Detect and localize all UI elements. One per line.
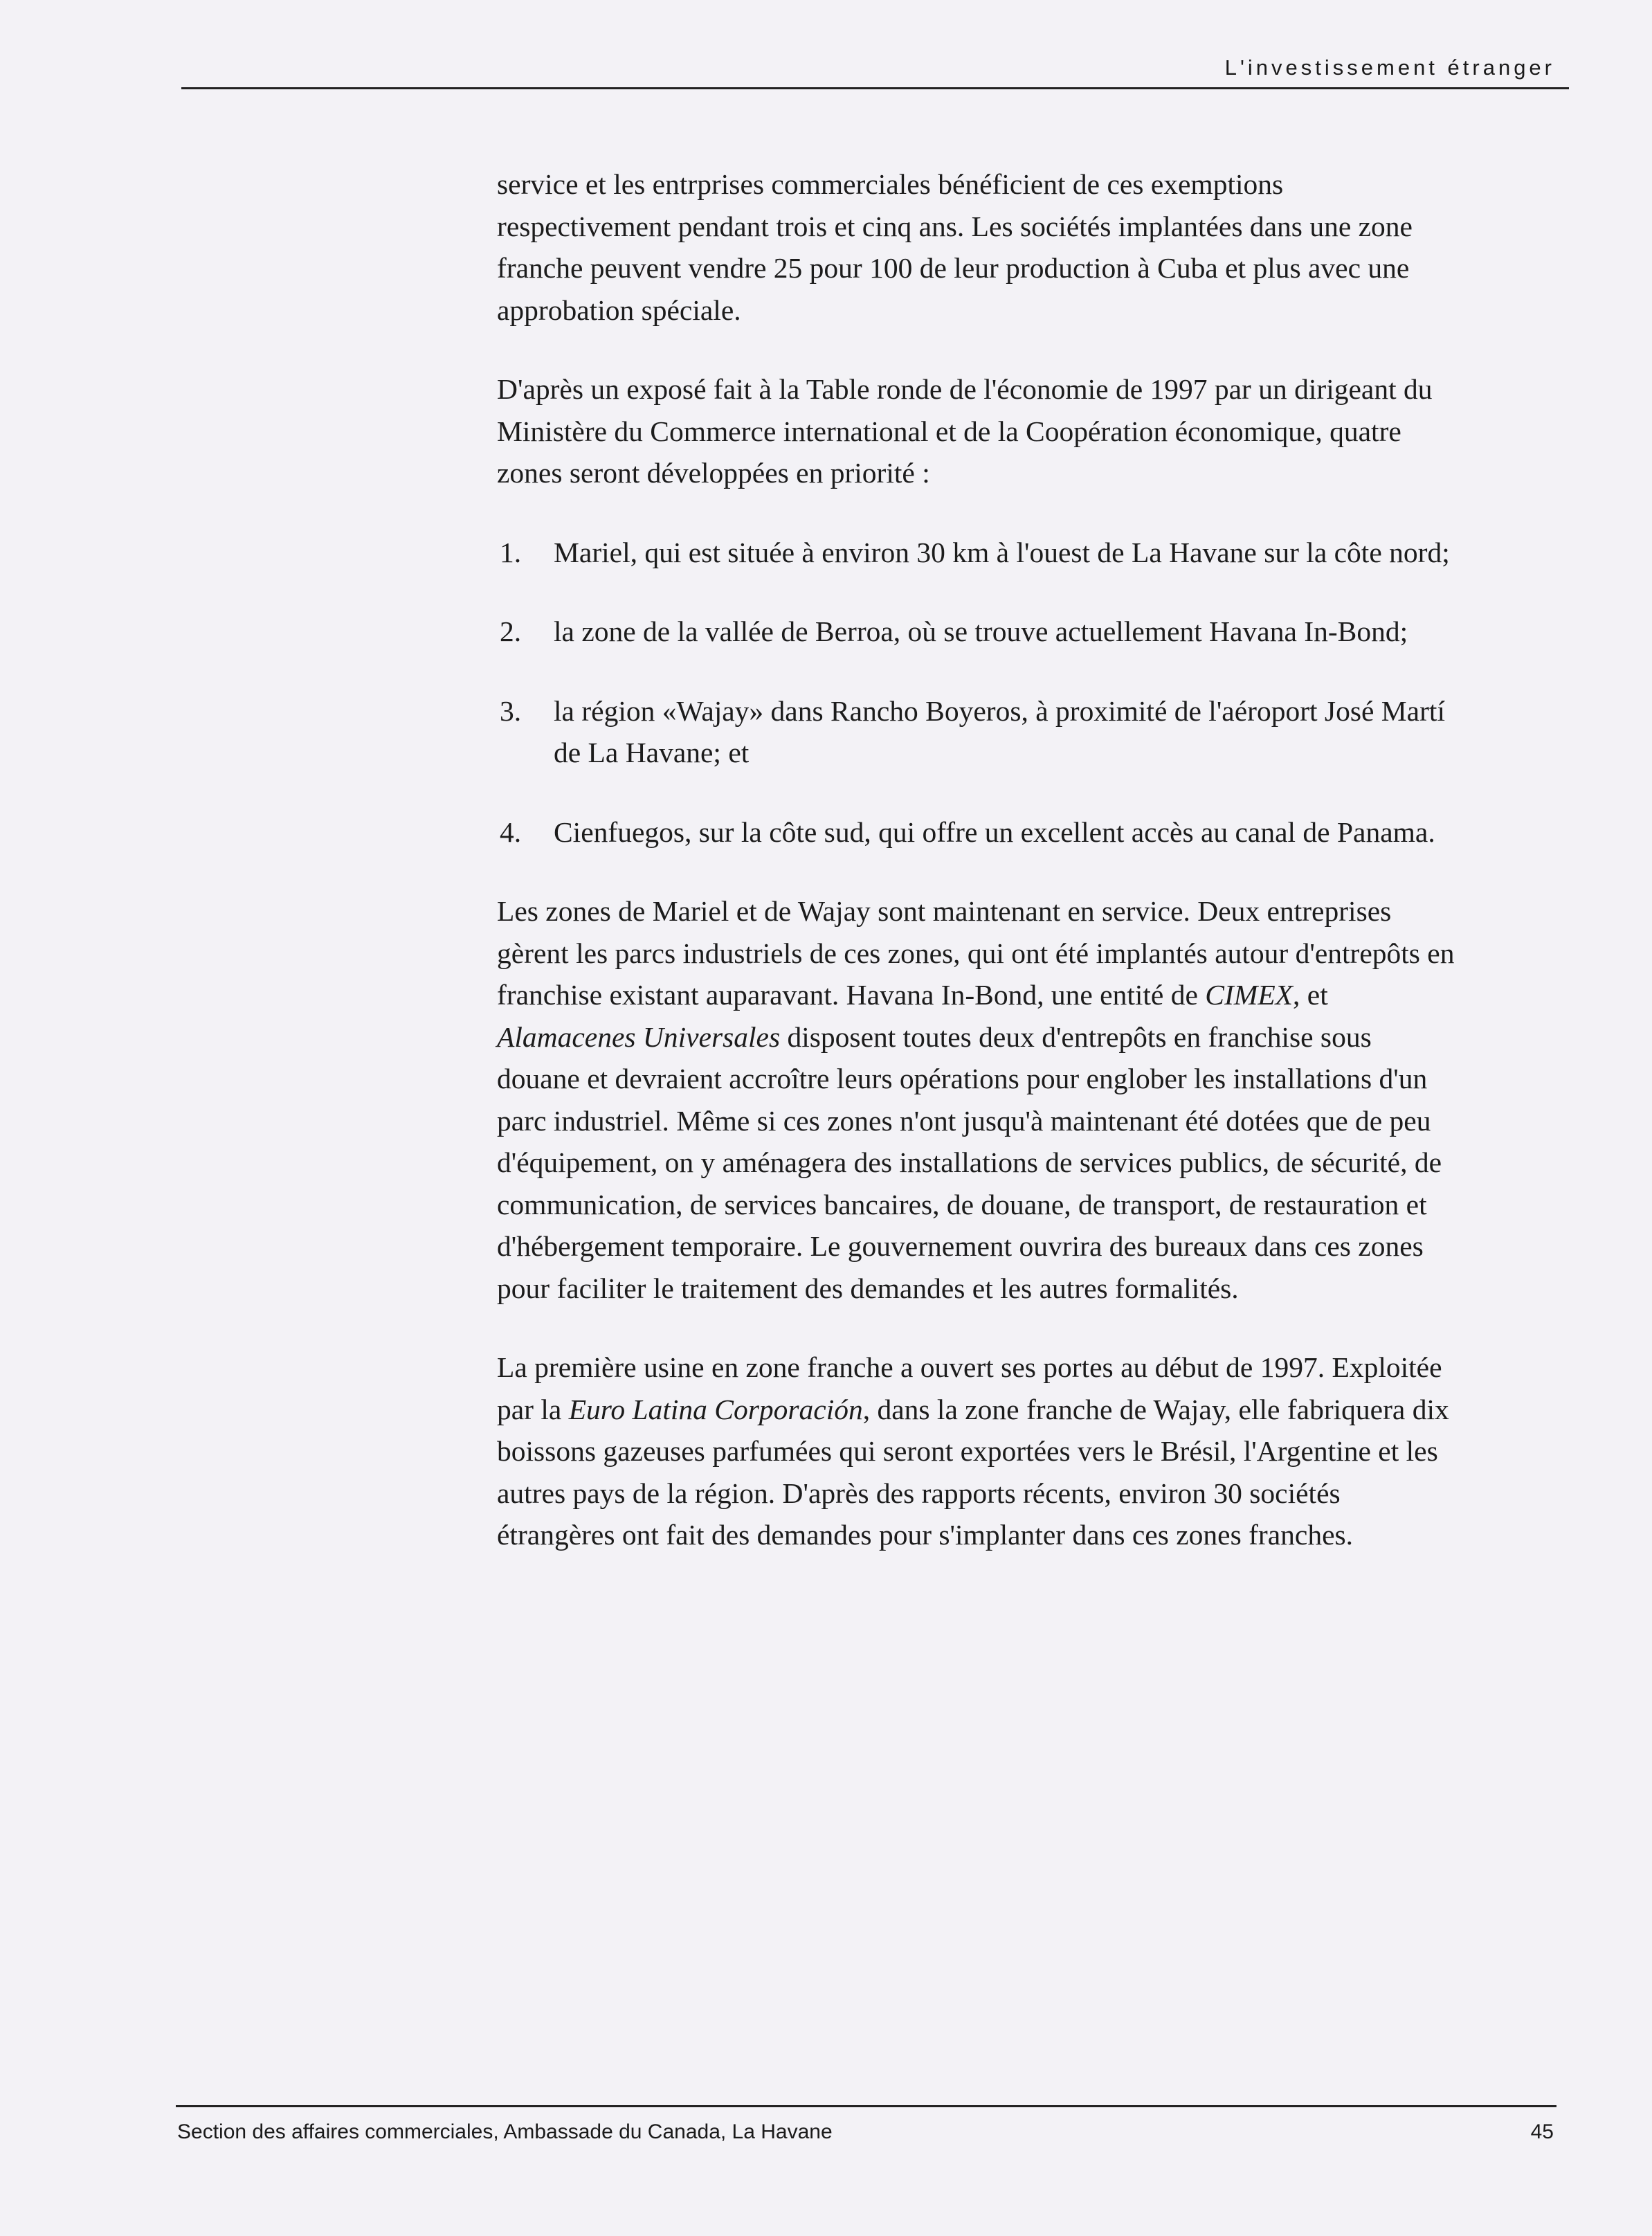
page-body	[497, 163, 1459, 1594]
company-name-cimex: CIMEX	[1205, 979, 1294, 1011]
list-item-text: Mariel, qui est située à environ 30 km à l'ouest de La Havane sur la côte nord;	[554, 536, 1450, 568]
paragraph-first-factory	[497, 1346, 1459, 1556]
company-name-euro-latina: Euro Latina Corporación	[568, 1393, 863, 1425]
list-item-number: 2.	[500, 615, 522, 647]
paragraph-exemptions: service et les entrprises commerciales bénéficient de ces exemptions respectivement pendant trois et cinq ans. Les sociétés implantées dans une zone franche peuvent vendre 25 pour 100 de leur production à Cuba et plus avec une approbation spéciale.	[497, 168, 1413, 326]
list-item-text: la zone de la vallée de Berroa, où se trouve actuellement Havana In-Bond;	[554, 615, 1408, 647]
company-name-alamacenes: Alamacenes Universales	[497, 1020, 781, 1053]
footer-text: Section des affaires commerciales, Ambassade du Canada, La Havane	[177, 2120, 833, 2143]
text-run: , dans la zone franche de Wajay, elle fabriquera dix boissons gazeuses parfumées qui seront exportées vers le Brésil, l'Argentine et les autres pays de la région. D'après des rapports récents, environ 30 sociétés étrangères ont fait des demandes pour s'implanter dans ces zones franches.	[497, 1393, 1449, 1551]
text-run: , et	[1293, 979, 1328, 1011]
list-item	[497, 811, 1459, 854]
text-run: La première usine en zone franche a ouvert ses portes au début de 1997. Exploitée par la	[497, 1351, 1442, 1425]
text-run: disposent toutes deux d'entrepôts en franchise sous douane et devraient accroître leurs opérations pour englober les installations d'un parc industriel. Même si ces zones n'ont jusqu'à maintenant été dotées que de peu d'équipement, on y aménagera des installations de services publics, de sécurité, de communication, de services bancaires, de douane, de transport, de restauration et d'hébergement temporaire. Le gouvernement ouvrira des bureaux dans ces zones pour faciliter le traitement des demandes et les autres formalités.	[497, 1020, 1442, 1304]
paragraph-zones-in-service	[497, 890, 1459, 1309]
list-item-text: Cienfuegos, sur la côte sud, qui offre un excellent accès au canal de Panama.	[554, 815, 1435, 848]
list-item-text: la région «Wajay» dans Rancho Boyeros, à proximité de l'aéroport José Martí de La Havane; et	[554, 694, 1445, 768]
paragraph-zones-intro: D'après un exposé fait à la Table ronde de l'économie de 1997 par un dirigeant du Ministère du Commerce international et de la Coopération économique, quatre zones seront développées en priorité :	[497, 373, 1433, 489]
list-item-number: 3.	[500, 694, 522, 727]
footer-rule	[176, 2105, 1556, 2107]
list-item-number: 4.	[500, 815, 522, 848]
list-item	[497, 532, 1459, 574]
list-item	[497, 690, 1459, 774]
text-run: Les zones de Mariel et de Wajay sont maintenant en service. Deux entreprises gèrent les parcs industriels de ces zones, qui ont été implantés autour d'entrepôts en franchise existant auparavant. Havana In-Bond, une entité de	[497, 895, 1455, 1011]
zones-list	[497, 532, 1459, 854]
header-rule	[181, 87, 1569, 89]
list-item-number: 1.	[500, 536, 522, 568]
running-header-title: L'investissement étranger	[1224, 55, 1555, 80]
list-item	[497, 611, 1459, 653]
page-number: 45	[1530, 2120, 1554, 2143]
